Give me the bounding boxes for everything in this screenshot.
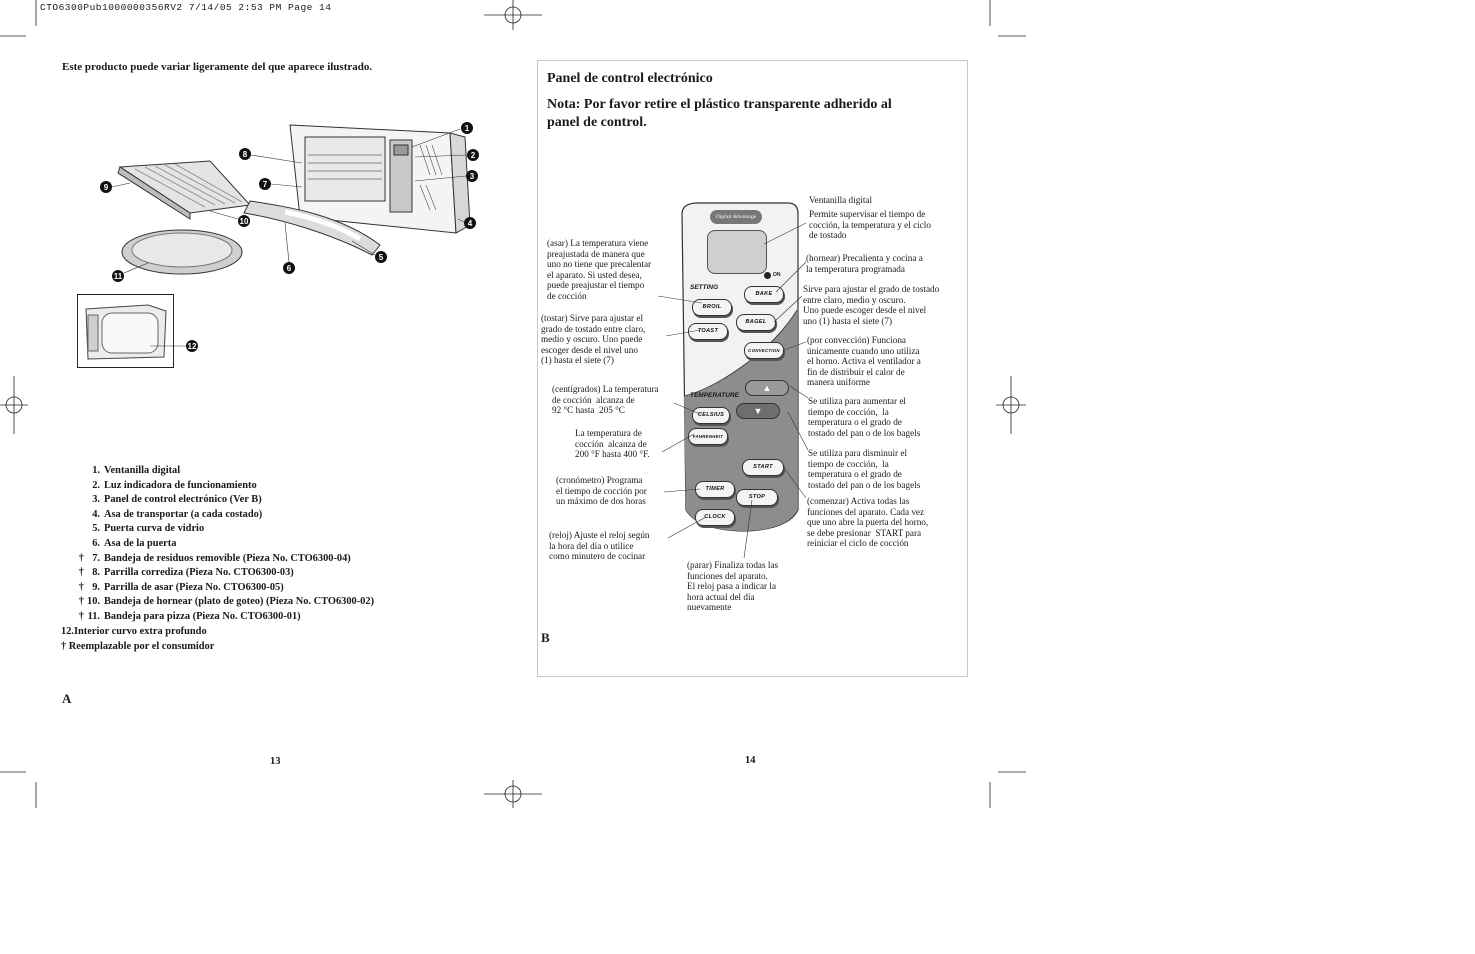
toast-button[interactable]: TOAST bbox=[688, 323, 728, 340]
page-number-14: 14 bbox=[745, 755, 756, 766]
part-text: Asa de transportar (a cada costado) bbox=[104, 508, 263, 520]
ann-stop: (parar) Finaliza todas las funciones del aparato. El reloj pasa a indicar la hora actual del día nuevamente bbox=[687, 560, 779, 613]
ann-toast: (tostar) Sirve para ajustar el grado de tostado entre claro, medio y oscuro. Uno puede escoger desde el nivel uno (1) hasta el siete (7) bbox=[541, 313, 646, 366]
ann-convection: (por convección) Funciona únicamente cuando uno utiliza el horno. Activa el ventilador a fin de distribuir el calor de manera uniforme bbox=[807, 335, 921, 388]
intro-text: Este producto puede variar ligeramente del que aparece ilustrado. bbox=[62, 61, 373, 73]
broil-button[interactable]: BROIL bbox=[692, 299, 732, 316]
ann-display-title: Ventanilla digital bbox=[809, 195, 873, 205]
bagel-button[interactable]: BAGEL bbox=[736, 314, 776, 331]
part-number: 10. bbox=[87, 596, 100, 608]
svg-text:2: 2 bbox=[470, 151, 476, 160]
ann-timer: (cronómetro) Programa el tiempo de cocción por un máximo de dos horas bbox=[556, 475, 647, 507]
part-12: 12.Interior curvo extra profundo bbox=[61, 625, 207, 637]
panel-logo: Digital Advantage bbox=[710, 210, 762, 224]
part-number: 2. bbox=[92, 479, 100, 491]
part-number: 3. bbox=[92, 494, 100, 506]
convection-button[interactable]: CONVECTION bbox=[744, 342, 784, 359]
replaceable-mark: † bbox=[78, 567, 84, 579]
part-number: 5. bbox=[92, 523, 100, 535]
ann-fahrenheit: La temperatura de cocción alcanza de 200 °F hasta 400 °F. bbox=[575, 428, 650, 460]
part-number: 6. bbox=[92, 537, 100, 549]
page-number-13: 13 bbox=[270, 756, 281, 767]
part-number: 11. bbox=[87, 610, 100, 622]
ann-down: Se utiliza para disminuir el tiempo de cocción, la temperatura o el grado de tostado del pan o de los bagels bbox=[808, 448, 921, 490]
ann-bagel: Sirve para ajustar el grado de tostado entre claro, medio y oscuro. Uno puede escoger desde el nivel uno (1) hasta el siete (7) bbox=[803, 284, 940, 326]
section-letter-a: A bbox=[62, 691, 72, 706]
part-number: 4. bbox=[92, 508, 100, 520]
part-text: Ventanilla digital bbox=[104, 465, 181, 476]
clock-button[interactable]: CLOCK bbox=[695, 509, 735, 526]
ann-broil: (asar) La temperatura viene preajustada de manera que uno no tiene que precalentar el aparato. Si usted desea, puede preajustar el tiempo de cocción bbox=[547, 238, 652, 301]
on-label: ON bbox=[773, 272, 781, 278]
svg-text:6: 6 bbox=[286, 264, 292, 273]
part-text: Asa de la puerta bbox=[104, 537, 177, 549]
setting-label: SETTING bbox=[690, 284, 719, 291]
part-text: Parrilla corrediza (Pieza No. CTO6300-03) bbox=[104, 567, 294, 579]
svg-text:3: 3 bbox=[469, 172, 475, 181]
svg-text:5: 5 bbox=[378, 253, 384, 262]
ann-start: (comenzar) Activa todas las funciones del aparato. Cada vez que uno abre la puerta del horno, se debe presionar START para reiniciar el ciclo de cocción bbox=[807, 496, 929, 549]
bake-button[interactable]: BAKE bbox=[744, 286, 784, 303]
timer-button[interactable]: TIMER bbox=[695, 481, 735, 498]
part-number: 9. bbox=[92, 581, 100, 593]
svg-text:4: 4 bbox=[467, 219, 473, 228]
celsius-button[interactable]: CELSIUS bbox=[692, 407, 730, 424]
svg-text:7: 7 bbox=[262, 180, 268, 189]
ann-celsius: (centígrados) La temperatura de cocción alcanza de 92 °C hasta 205 °C bbox=[552, 384, 659, 416]
part-number: 7. bbox=[92, 552, 100, 564]
svg-text:9: 9 bbox=[103, 183, 109, 192]
svg-text:12: 12 bbox=[187, 342, 197, 351]
replaceable-mark: † bbox=[78, 610, 84, 622]
ann-bake: (hornear) Precalienta y cocina a la temperatura programada bbox=[806, 253, 923, 274]
replaceable-mark: † bbox=[78, 581, 84, 593]
stop-button[interactable]: STOP bbox=[736, 489, 778, 506]
part-text: Luz indicadora de funcionamiento bbox=[104, 479, 257, 491]
part-number: 8. bbox=[92, 567, 100, 579]
panel-note: Nota: Por favor retire el plástico transparente adherido al panel de control. bbox=[547, 97, 892, 130]
part-text: Puerta curva de vidrio bbox=[104, 523, 205, 535]
part-text: Bandeja de residuos removible (Pieza No. CTO6300-04) bbox=[104, 552, 351, 564]
section-letter-b: B bbox=[541, 630, 550, 645]
panel-title: Panel de control electrónico bbox=[547, 71, 713, 86]
ann-clock: (reloj) Ajuste el reloj según la hora del día o utilice como minutero de cocinar bbox=[549, 530, 650, 562]
svg-text:10: 10 bbox=[239, 217, 249, 226]
svg-text:1: 1 bbox=[464, 124, 470, 133]
arrow-up-button[interactable]: ▲ bbox=[745, 380, 789, 396]
start-button[interactable]: START bbox=[742, 459, 784, 476]
svg-text:11: 11 bbox=[113, 272, 123, 281]
temperature-label: TEMPERATURE bbox=[690, 392, 739, 399]
replaceable-mark: † bbox=[78, 596, 84, 608]
ann-up: Se utiliza para aumentar el tiempo de cocción, la temperatura o el grado de tostado del pan o de los bagels bbox=[808, 396, 921, 438]
part-text: Bandeja de hornear (plato de goteo) (Pieza No. CTO6300-02) bbox=[104, 596, 375, 608]
part-number: 1. bbox=[92, 465, 100, 476]
arrow-down-button[interactable]: ▼ bbox=[736, 403, 780, 419]
replaceable-mark: † bbox=[78, 552, 84, 564]
part-text: Parrilla de asar (Pieza No. CTO6300-05) bbox=[104, 581, 284, 593]
print-header: CTO6300Pub1000000356RV2 7/14/05 2:53 PM Page 14 bbox=[40, 2, 332, 13]
ann-display-desc: Permite supervisar el tiempo de cocción, la temperatura y el ciclo de tostado bbox=[809, 209, 931, 241]
fahrenheit-button[interactable]: FAHRENHEIT bbox=[688, 428, 728, 445]
part-text: Panel de control electrónico (Ver B) bbox=[104, 494, 262, 506]
part-text: Bandeja para pizza (Pieza No. CTO6300-01) bbox=[104, 610, 301, 622]
svg-text:8: 8 bbox=[242, 150, 248, 159]
footnote: † Reemplazable por el consumidor bbox=[61, 641, 215, 653]
